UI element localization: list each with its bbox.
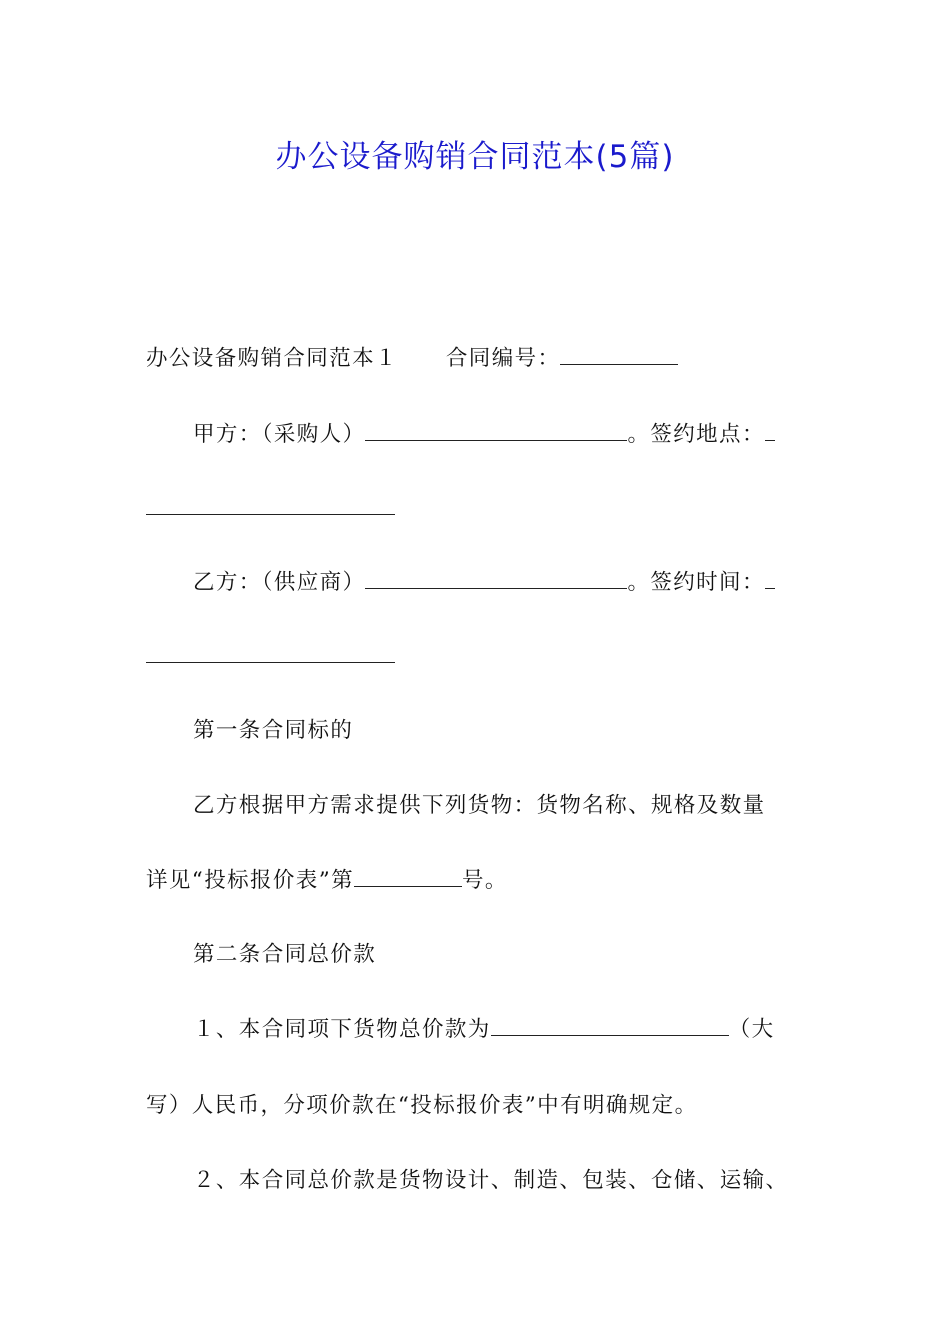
contract-number-label: 合同编号：	[445, 346, 561, 371]
sign-place-label: 。签约地点：	[627, 422, 765, 447]
clause-1-text: １、本合同项下货物总价款为	[193, 1017, 491, 1042]
party-b-label: 乙方：（供应商）	[193, 570, 366, 595]
clause-1-continuation: 写）人民币，分项价款在“投标报价表”中有明确规定。	[146, 1093, 698, 1118]
party-a-label: 甲方：（采购人）	[193, 422, 366, 447]
sign-time-continuation	[146, 642, 395, 672]
sign-time-blank-start	[765, 568, 775, 589]
party-a-blank	[365, 420, 627, 441]
document-title: 办公设备购销合同范本(5篇)	[275, 139, 675, 175]
sign-place-blank	[146, 494, 395, 515]
clause-2-line: ２、本合同总价款是货物设计、制造、包装、仓储、运输、	[193, 1168, 789, 1193]
contract-number-blank	[560, 344, 678, 365]
sign-time-blank	[146, 642, 395, 663]
sign-time-label: 。签约时间：	[627, 570, 765, 595]
clause-1-line	[193, 1015, 775, 1045]
party-b-blank	[365, 568, 627, 589]
clause-1-tail: （大	[728, 1017, 775, 1042]
quote-sheet-label: 详见“投标报价表”第	[146, 868, 354, 893]
article-1-text: 乙方根据甲方需求提供下列货物：货物名称、规格及数量	[193, 793, 766, 818]
party-b-line	[193, 568, 775, 598]
contract-heading-line	[146, 344, 678, 374]
sign-place-blank-start	[765, 420, 775, 441]
sign-place-continuation	[146, 494, 395, 524]
party-a-line	[193, 420, 775, 450]
article-1-text-continuation	[146, 866, 508, 896]
contract-heading: 办公设备购销合同范本１	[146, 346, 398, 371]
quote-sheet-suffix: 号。	[461, 868, 508, 893]
quote-sheet-number-blank	[354, 866, 462, 887]
article-1-title: 第一条合同标的	[193, 718, 354, 743]
total-price-blank	[491, 1015, 729, 1036]
article-2-title: 第二条合同总价款	[193, 942, 377, 967]
